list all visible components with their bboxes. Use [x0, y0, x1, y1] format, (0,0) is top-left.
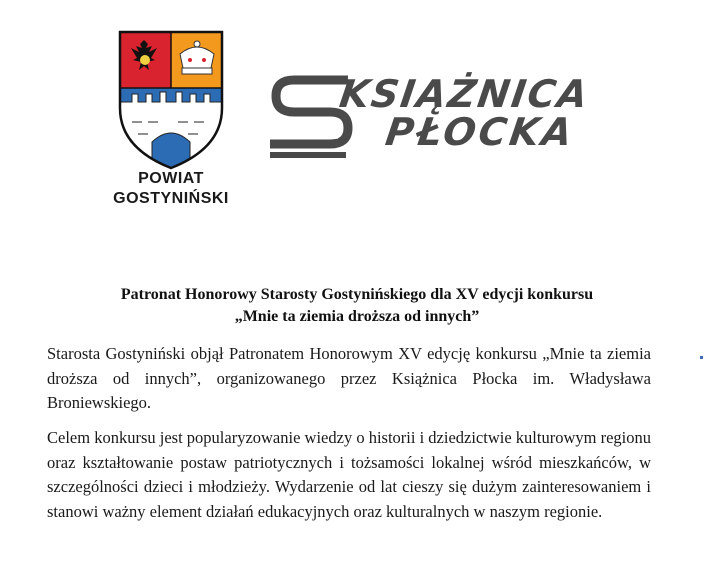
library-logo-word-1: KSIĄŻNICA: [336, 72, 593, 116]
article-title-line1: Patronat Honorowy Starosty Gostynińskiego dla XV edycji konkursu: [120, 286, 594, 303]
library-logo-word-2: PŁOCKA: [382, 110, 578, 154]
powiat-label-line1: POWIAT: [138, 170, 204, 187]
article-title-line2: „Mnie ta ziemia droższa od innych”: [234, 308, 480, 325]
powiat-coat-of-arms: [118, 30, 224, 170]
powiat-label-line2: GOSTYNIŃSKI: [113, 190, 229, 207]
article-paragraph-2: Celem konkursu jest popularyzowanie wiedzy o historii i dziedzictwie kulturowym regionu oraz kształtowanie postaw patriotycznych i tożsamości lokalnej wśród mieszkańców, w szczególności dzieci i młodzieży. Wydarzenie od lat cieszy się dużym zainteresowaniem i stanowi ważny element działań edukacyjnych oraz kulturalnych w naszym regionie.: [47, 428, 651, 521]
library-logo: [268, 70, 608, 162]
castle-icon: [118, 92, 224, 170]
margin-mark: [700, 356, 703, 359]
article-paragraph-1: Starosta Gostyniński objął Patronatem Honorowym XV edycję konkursu „Mnie ta ziemia droższa od innych”, organizowanego przez Książnica Płocka im. Władysława Broniewskiego.: [47, 344, 651, 412]
